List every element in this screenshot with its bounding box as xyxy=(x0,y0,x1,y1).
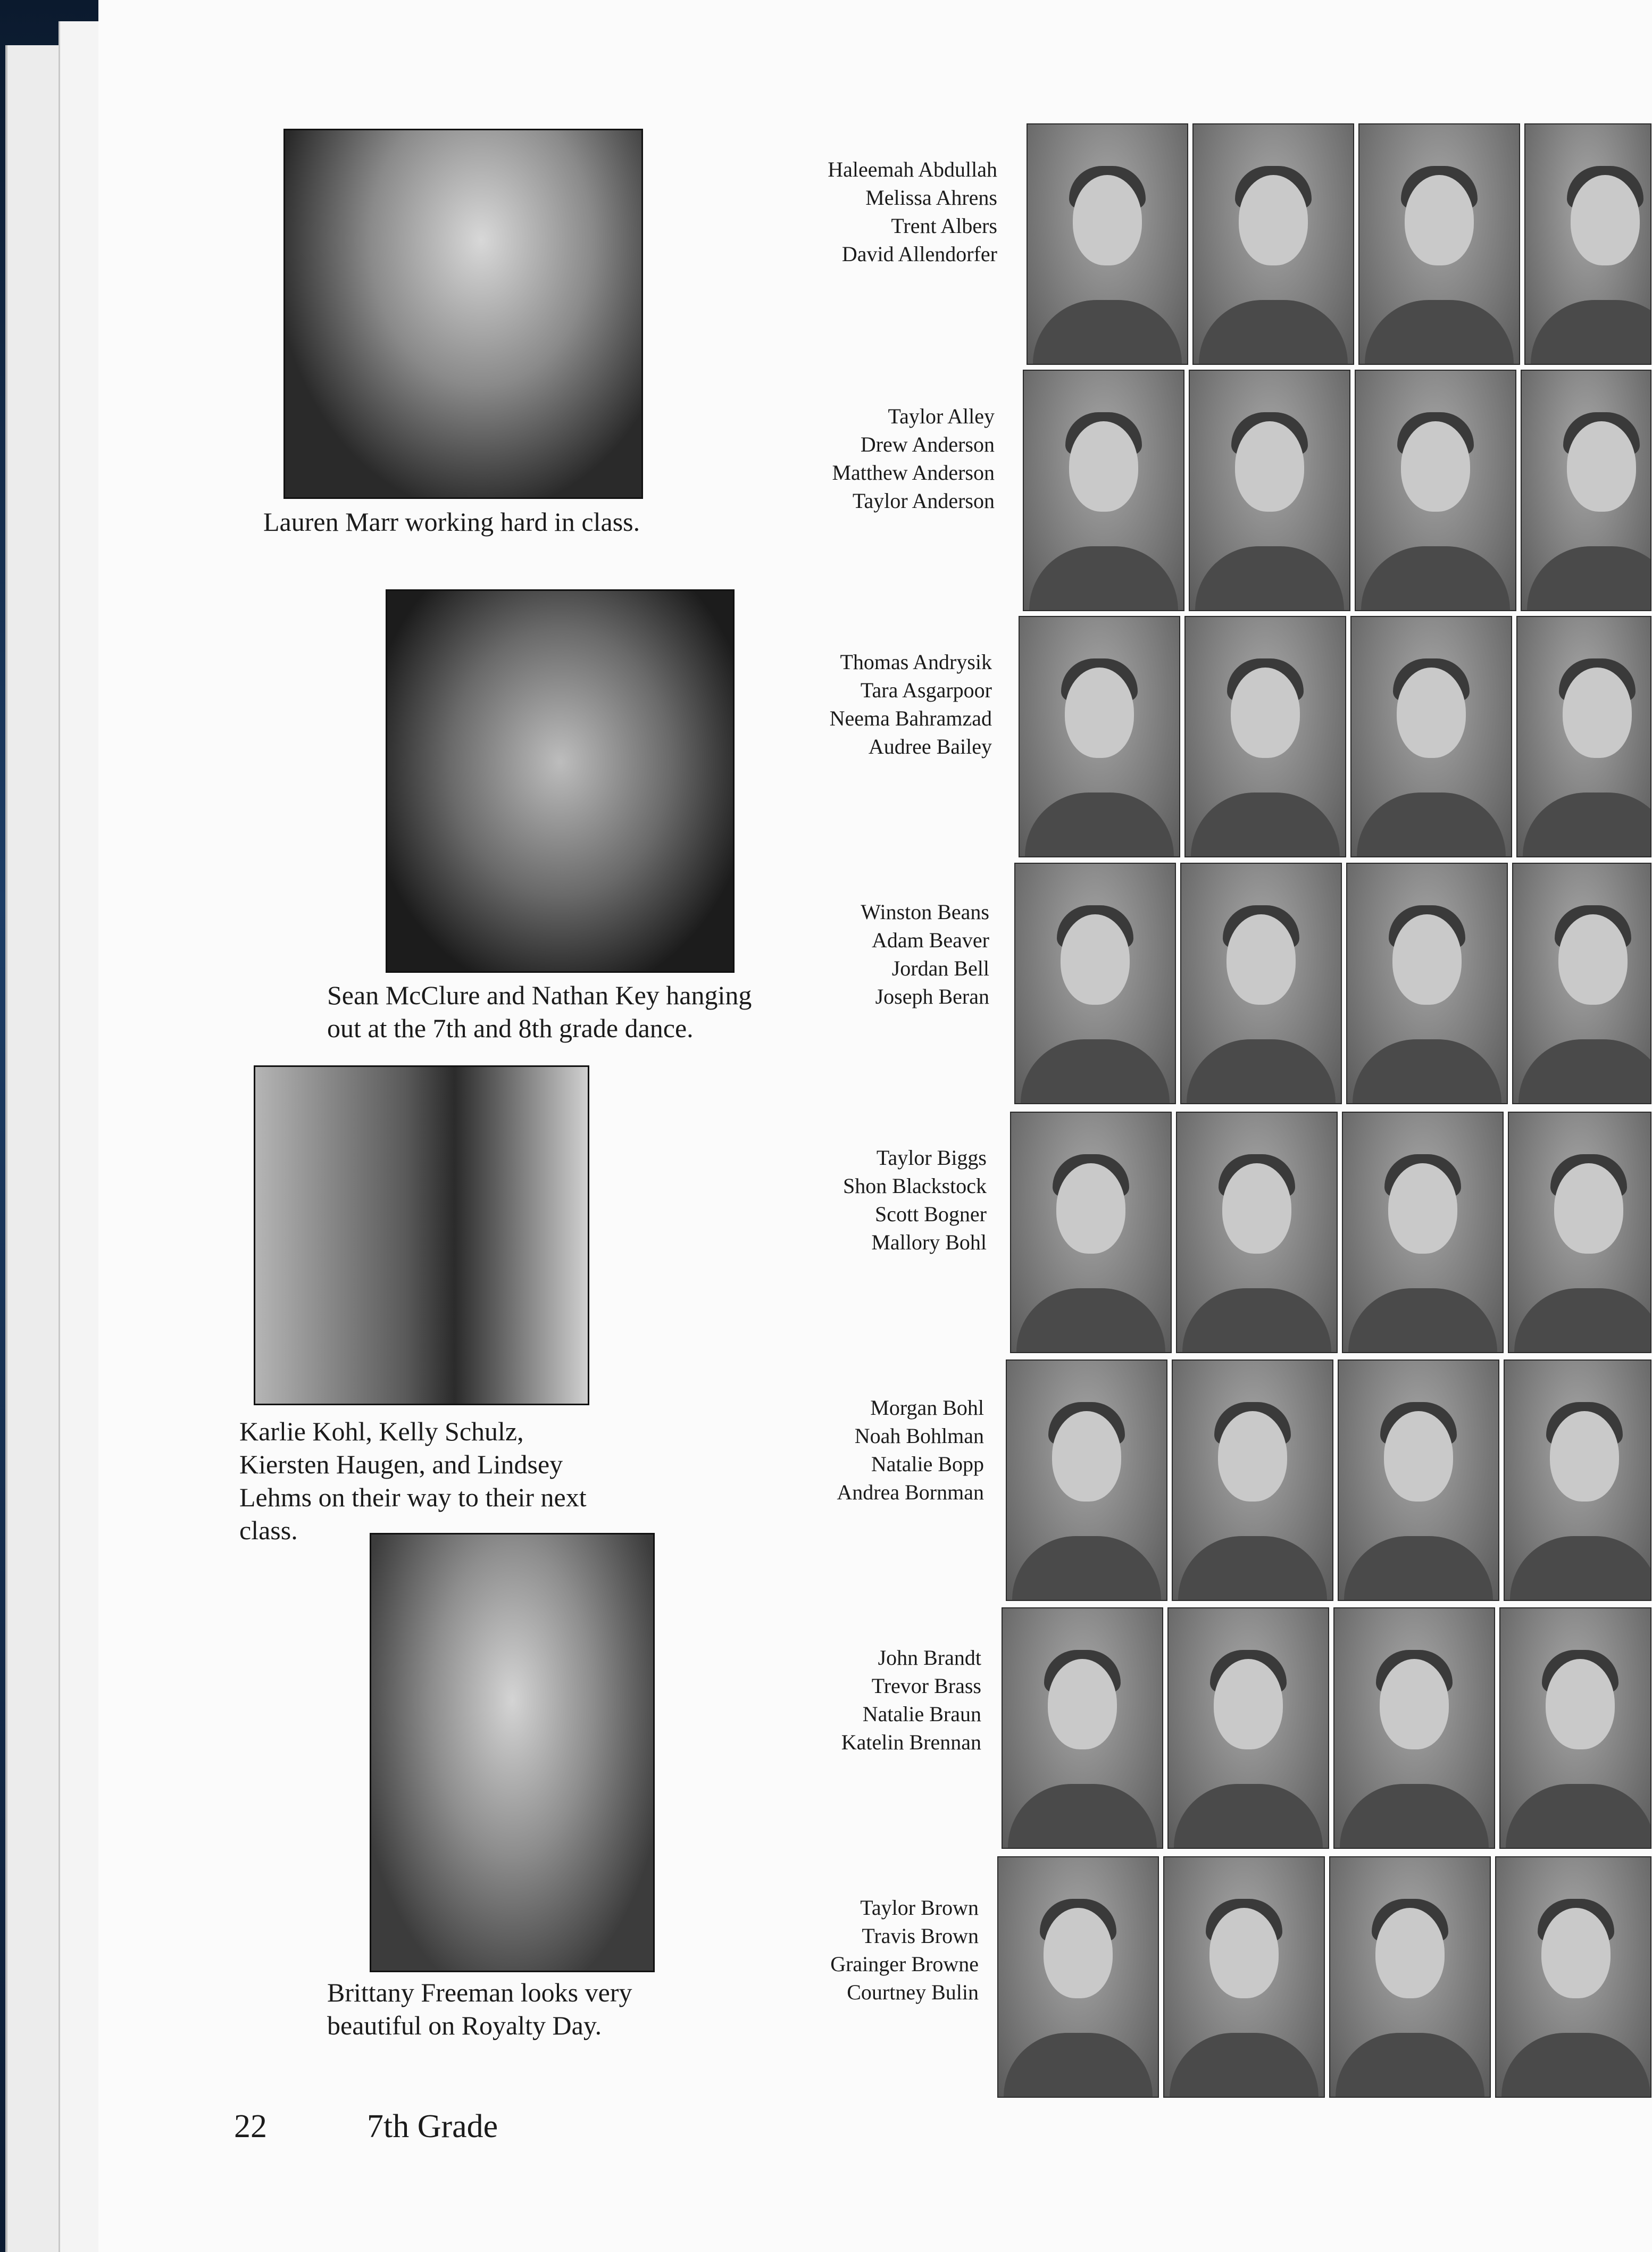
portrait-face xyxy=(1541,1908,1611,1998)
portrait-face xyxy=(1384,1411,1453,1502)
candid-photo-dance xyxy=(386,589,735,973)
student-portrait xyxy=(1184,616,1346,857)
portrait-shirt xyxy=(1361,546,1510,611)
student-name: Shon Blackstock xyxy=(843,1174,987,1198)
portrait-face xyxy=(1375,1908,1445,1998)
portrait-face xyxy=(1546,1659,1615,1749)
portrait-shirt xyxy=(1518,1039,1651,1104)
name-list xyxy=(753,1644,981,1756)
student-portrait xyxy=(1180,863,1342,1104)
portrait-shirt xyxy=(1348,1288,1497,1353)
candid-caption: Lauren Marr working hard in class. xyxy=(263,507,640,537)
student-name: Scott Bogner xyxy=(875,1202,987,1226)
portrait-face xyxy=(1052,1411,1121,1502)
portrait-face xyxy=(1388,1163,1457,1254)
student-name: Joseph Beran xyxy=(875,985,989,1008)
portrait-shirt xyxy=(1514,1288,1651,1353)
student-portrait xyxy=(1516,616,1651,857)
student-portrait xyxy=(1504,1359,1651,1601)
yearbook-page xyxy=(98,0,1652,2252)
student-portrait xyxy=(997,1856,1159,2098)
student-name: Courtney Bulin xyxy=(847,1980,979,2004)
portrait-shirt xyxy=(1357,793,1506,857)
name-list xyxy=(763,648,992,761)
student-portrait xyxy=(1010,1112,1172,1353)
portrait-shirt xyxy=(1174,1784,1323,1849)
portrait-face xyxy=(1048,1659,1117,1749)
portrait-shirt xyxy=(1510,1536,1651,1601)
student-portrait xyxy=(1163,1856,1325,2098)
name-list xyxy=(769,155,997,268)
portrait-face xyxy=(1073,175,1142,265)
portrait-face xyxy=(1056,1163,1125,1254)
student-portrait xyxy=(1329,1856,1491,2098)
portrait-face xyxy=(1231,668,1300,758)
portrait-shirt xyxy=(1016,1288,1165,1353)
portrait-shirt xyxy=(1004,2033,1153,2098)
portrait-face xyxy=(1222,1163,1291,1254)
portrait-face xyxy=(1069,421,1138,512)
portrait-face xyxy=(1392,914,1462,1005)
portrait-face xyxy=(1044,1908,1113,1998)
portrait-shirt xyxy=(1182,1288,1331,1353)
portrait-shirt xyxy=(1012,1536,1161,1601)
portrait-face xyxy=(1401,421,1470,512)
student-name: Noah Bohlman xyxy=(854,1424,984,1448)
portrait-shirt xyxy=(1353,1039,1501,1104)
student-name: Winston Beans xyxy=(861,900,989,924)
student-name: Grainger Browne xyxy=(830,1952,979,1976)
student-portrait xyxy=(1002,1607,1163,1849)
portrait-shirt xyxy=(1178,1536,1327,1601)
portrait-face xyxy=(1061,914,1130,1005)
candid-caption: Sean McClure and Nathan Key hanging out at the 7th and 8th grade dance. xyxy=(327,980,752,1043)
student-portrait xyxy=(1338,1359,1499,1601)
student-portrait xyxy=(1499,1607,1651,1849)
student-name: Haleemah Abdullah xyxy=(828,157,997,181)
student-portrait xyxy=(1006,1359,1167,1601)
student-name: Audree Bailey xyxy=(868,735,992,758)
portrait-face xyxy=(1235,421,1304,512)
student-name: Travis Brown xyxy=(862,1924,979,1948)
portrait-shirt xyxy=(1199,300,1348,365)
portrait-face xyxy=(1227,914,1296,1005)
name-list xyxy=(755,1394,984,1506)
portrait-shirt xyxy=(1506,1784,1651,1849)
student-name: Matthew Anderson xyxy=(832,461,995,485)
portrait-shirt xyxy=(1501,2033,1650,2098)
name-list xyxy=(750,1894,979,2006)
student-name: Taylor Biggs xyxy=(876,1146,987,1170)
portrait-shirt xyxy=(1336,2033,1484,2098)
student-portrait xyxy=(1189,370,1350,611)
portrait-shirt xyxy=(1523,793,1651,857)
portrait-face xyxy=(1558,914,1628,1005)
portrait-face xyxy=(1554,1163,1623,1254)
portrait-face xyxy=(1380,1659,1449,1749)
portrait-shirt xyxy=(1033,300,1182,365)
student-portrait xyxy=(1355,370,1516,611)
student-name: Jordan Bell xyxy=(891,956,989,980)
student-portrait xyxy=(1176,1112,1338,1353)
portrait-face xyxy=(1218,1411,1287,1502)
student-name: David Allendorfer xyxy=(841,242,997,266)
student-name: Taylor Brown xyxy=(860,1896,979,1920)
candid-photo-student-drawing xyxy=(283,129,643,499)
portrait-shirt xyxy=(1531,300,1651,365)
portrait-face xyxy=(1563,668,1632,758)
page-number: 22 xyxy=(234,2108,267,2145)
name-list xyxy=(758,1144,987,1256)
candid-photo-group xyxy=(254,1065,589,1405)
portrait-shirt xyxy=(1008,1784,1157,1849)
portrait-face xyxy=(1571,175,1640,265)
section-title: 7th Grade xyxy=(367,2108,498,2145)
portrait-face xyxy=(1065,668,1134,758)
student-name: Mallory Bohl xyxy=(871,1230,987,1254)
portrait-shirt xyxy=(1170,2033,1319,2098)
student-name: Taylor Alley xyxy=(888,404,995,428)
portrait-shirt xyxy=(1365,300,1514,365)
student-name: Morgan Bohl xyxy=(870,1396,984,1420)
student-name: Natalie Bopp xyxy=(871,1452,984,1476)
student-name: Drew Anderson xyxy=(860,432,995,456)
student-portrait xyxy=(1192,123,1354,365)
student-name: Natalie Braun xyxy=(862,1702,981,1726)
student-portrait xyxy=(1019,616,1180,857)
student-portrait xyxy=(1023,370,1184,611)
portrait-shirt xyxy=(1025,793,1174,857)
candid-photo-royalty-day xyxy=(370,1533,655,1972)
portrait-shirt xyxy=(1187,1039,1336,1104)
portrait-shirt xyxy=(1021,1039,1170,1104)
portrait-shirt xyxy=(1340,1784,1489,1849)
student-name: Neema Bahramzad xyxy=(829,706,992,730)
portrait-face xyxy=(1567,421,1636,512)
portrait-face xyxy=(1214,1659,1283,1749)
portrait-face xyxy=(1239,175,1308,265)
student-portrait xyxy=(1346,863,1508,1104)
portrait-face xyxy=(1397,668,1466,758)
student-name: John Brandt xyxy=(878,1646,981,1670)
student-name: Tara Asgarpoor xyxy=(860,678,992,702)
student-portrait xyxy=(1495,1856,1651,2098)
student-name: Trent Albers xyxy=(891,214,997,238)
portrait-face xyxy=(1405,175,1474,265)
portrait-face xyxy=(1209,1908,1279,1998)
student-name: Katelin Brennan xyxy=(841,1730,981,1754)
student-name: Melissa Ahrens xyxy=(865,186,997,210)
portrait-shirt xyxy=(1527,546,1651,611)
student-portrait xyxy=(1342,1112,1504,1353)
student-name: Adam Beaver xyxy=(871,928,989,952)
portrait-shirt xyxy=(1191,793,1340,857)
student-portrait xyxy=(1167,1607,1329,1849)
student-portrait xyxy=(1508,1112,1651,1353)
student-portrait xyxy=(1358,123,1520,365)
student-name: Thomas Andrysik xyxy=(840,650,992,674)
student-name: Andrea Bornman xyxy=(837,1480,984,1504)
student-portrait xyxy=(1014,863,1176,1104)
name-list xyxy=(761,898,989,1011)
student-portrait xyxy=(1172,1359,1333,1601)
candid-caption: Brittany Freeman looks very beautiful on Royalty Day. xyxy=(327,1978,632,2040)
student-portrait xyxy=(1512,863,1651,1104)
student-name: Taylor Anderson xyxy=(852,489,995,513)
portrait-shirt xyxy=(1344,1536,1493,1601)
student-portrait xyxy=(1521,370,1651,611)
portrait-face xyxy=(1550,1411,1619,1502)
student-portrait xyxy=(1333,1607,1495,1849)
portrait-shirt xyxy=(1029,546,1178,611)
candid-caption: Karlie Kohl, Kelly Schulz, Kiersten Haugen, and Lindsey Lehms on their way to their next class. xyxy=(239,1416,587,1545)
student-portrait xyxy=(1350,616,1512,857)
name-list xyxy=(766,402,995,515)
student-name: Trevor Brass xyxy=(871,1674,981,1698)
portrait-shirt xyxy=(1195,546,1344,611)
student-portrait xyxy=(1524,123,1651,365)
student-portrait xyxy=(1027,123,1188,365)
